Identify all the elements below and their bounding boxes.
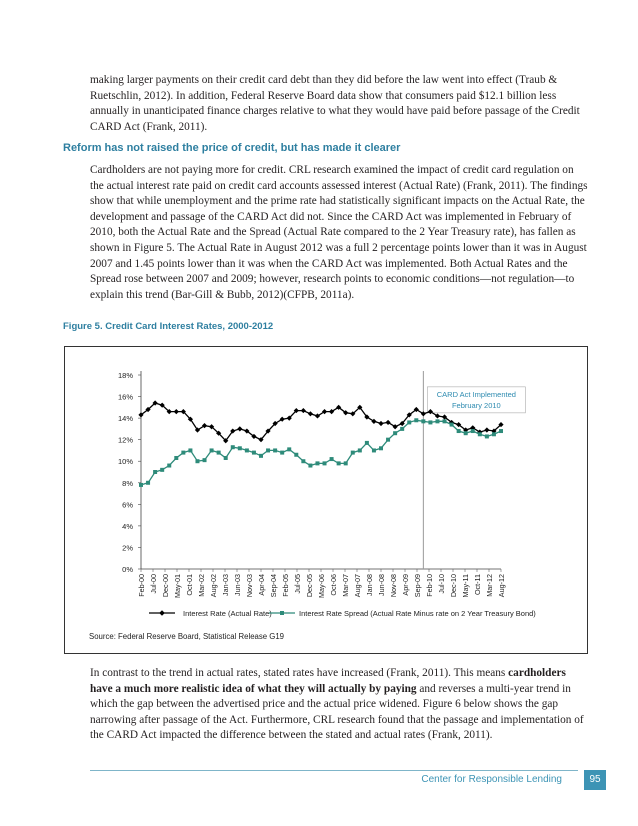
data-point-spread <box>386 438 390 442</box>
data-point-actual-rate <box>308 411 313 416</box>
x-tick-label: Jul-10 <box>437 574 446 594</box>
x-tick-label: Jan-08 <box>365 574 374 596</box>
chart-source: Source: Federal Reserve Board, Statistical Release G19 <box>89 632 285 641</box>
x-tick-label: Mar-02 <box>197 574 206 597</box>
x-tick-label: Mar-07 <box>341 574 350 597</box>
data-point-spread <box>315 461 319 465</box>
y-tick-label: 4% <box>122 521 133 531</box>
x-tick-label: Jul-05 <box>293 574 302 594</box>
data-point-spread <box>435 419 439 423</box>
data-point-spread <box>259 454 263 458</box>
x-tick-label: Sep-04 <box>269 574 278 598</box>
data-point-spread <box>167 464 171 468</box>
x-tick-label: May-06 <box>317 574 326 598</box>
closing-text-part1: In contrast to the trend in actual rates, stated rates have increased (Frank, 2011). This means <box>90 667 509 679</box>
footer-divider <box>90 770 578 771</box>
data-point-spread <box>210 448 214 452</box>
data-point-spread <box>273 448 277 452</box>
data-point-spread <box>464 431 468 435</box>
data-point-spread <box>245 448 249 452</box>
data-point-spread <box>238 446 242 450</box>
data-point-spread <box>485 434 489 438</box>
x-tick-label: Dec-00 <box>161 574 170 598</box>
legend-label-spread: Interest Rate Spread (Actual Rate Minus rate on 2 Year Treasury Bond) <box>299 609 536 618</box>
x-tick-label: Jun-08 <box>377 574 386 596</box>
data-point-spread <box>266 448 270 452</box>
section-heading: Reform has not raised the price of credit, but has made it clearer <box>63 142 401 154</box>
data-point-spread <box>443 419 447 423</box>
x-tick-label: Aug-02 <box>209 574 218 598</box>
y-tick-label: 8% <box>122 478 133 488</box>
data-point-spread <box>414 418 418 422</box>
data-point-actual-rate <box>378 421 383 426</box>
y-tick-label: 16% <box>117 392 133 402</box>
y-tick-label: 18% <box>117 371 133 380</box>
closing-text-part2: and reverses a multi-year trend in which the gap between the advertised price and the actual price widened. Figure 6 below shows the gap narrowing after passage of the Act. Furthermore, CRL research found that the passage and implementation of the CARD Act impacted the difference between the stated and actual rates (Frank, 2011). <box>90 682 584 742</box>
y-tick-label: 10% <box>117 457 133 467</box>
x-tick-label: Feb-00 <box>137 574 146 597</box>
data-point-actual-rate <box>301 408 306 413</box>
closing-paragraph <box>90 666 590 744</box>
data-point-spread <box>428 420 432 424</box>
data-point-spread <box>351 451 355 455</box>
data-point-spread <box>308 464 312 468</box>
annotation-line2: February 2010 <box>451 400 501 410</box>
data-point-spread <box>153 470 157 474</box>
x-tick-label: Sep-09 <box>413 574 422 598</box>
x-tick-label: Jan-03 <box>221 574 230 596</box>
data-point-spread <box>280 451 284 455</box>
legend-marker-spread <box>280 611 284 615</box>
x-tick-label: Aug-12 <box>497 574 506 598</box>
data-point-spread <box>400 427 404 431</box>
legend-label-actual: Interest Rate (Actual Rate) <box>183 609 272 618</box>
data-point-spread <box>203 458 207 462</box>
data-point-spread <box>188 448 192 452</box>
footer-organization: Center for Responsible Lending <box>421 774 562 785</box>
data-point-spread <box>217 451 221 455</box>
annotation-line1: CARD Act Implemented <box>436 389 516 399</box>
data-point-spread <box>407 420 411 424</box>
data-point-spread <box>195 459 199 463</box>
data-point-spread <box>174 456 178 460</box>
x-tick-label: May-01 <box>173 574 182 598</box>
x-tick-label: Feb-10 <box>425 574 434 597</box>
credit-card-rates-chart <box>65 347 589 655</box>
data-point-actual-rate <box>237 426 242 431</box>
x-tick-label: Dec-10 <box>449 574 458 598</box>
data-point-spread <box>139 483 143 487</box>
x-tick-label: Aug-07 <box>353 574 362 598</box>
data-point-spread <box>372 448 376 452</box>
x-tick-label: Dec-05 <box>305 574 314 598</box>
data-point-spread <box>224 456 228 460</box>
chart-container <box>64 346 588 654</box>
x-tick-label: Apr-09 <box>401 574 410 596</box>
figure-caption: Figure 5. Credit Card Interest Rates, 2000-2012 <box>63 321 274 332</box>
data-point-spread <box>457 429 461 433</box>
legend-marker-actual <box>159 610 165 616</box>
data-point-spread <box>393 431 397 435</box>
data-point-spread <box>379 446 383 450</box>
body-paragraph: Cardholders are not paying more for credit. CRL research examined the impact of credit card regulation on the actual interest rate paid on credit card accounts assessed interest (Actual Rate) (Frank, 2011). The findings show that while unemployment and the prime rate had statistically significant impacts on the Actual Rate, the development and passage of the CARD Act did not. Since the CARD Act was implemented in February of 2010, both the Actual Rate and the Spread (Actual Rate compared to the 2 Year Treasury rate), has fallen as shown in Figure 5. The Actual Rate in August 2012 was a full 2 percentage points lower than it was in August 2007 and 1.45 points lower than it was when the CARD Act was implemented. Both Actual Rates and the Spread rose between 2007 and 2009; however, research points to economic conditions—not regulation—to explain this trend (Bar-Gill & Bubb, 2012)(CFPB, 2011a). <box>90 164 588 301</box>
data-point-actual-rate <box>484 427 489 432</box>
y-tick-label: 0% <box>122 565 133 574</box>
page-number: 95 <box>584 770 606 790</box>
data-point-spread <box>287 447 291 451</box>
data-point-spread <box>252 451 256 455</box>
data-point-spread <box>478 432 482 436</box>
page-footer <box>0 770 638 790</box>
data-point-spread <box>471 429 475 433</box>
x-tick-label: Oct-06 <box>329 574 338 596</box>
x-tick-label: Nov-08 <box>389 574 398 598</box>
x-tick-label: Mar-12 <box>485 574 494 597</box>
data-point-spread <box>301 459 305 463</box>
data-point-spread <box>499 429 503 433</box>
intro-paragraph: making larger payments on their credit card debt than they did before the law went into effect (Traub & Ruetschlin, 2012). In addition, Federal Reserve Board data show that consumers paid $12.1 billion less annually in unanticipated finance charges relative to what they would have paid before passage of the Credit CARD Act (Frank, 2011). <box>90 74 580 133</box>
data-point-spread <box>323 461 327 465</box>
x-tick-label: Jul-00 <box>149 574 158 594</box>
y-tick-label: 12% <box>117 435 133 445</box>
data-point-spread <box>358 448 362 452</box>
data-point-spread <box>450 423 454 427</box>
x-tick-label: Feb-05 <box>281 574 290 597</box>
data-point-spread <box>181 451 185 455</box>
x-tick-label: Oct-01 <box>185 574 194 596</box>
y-tick-label: 2% <box>122 543 133 553</box>
y-tick-label: 6% <box>122 500 133 510</box>
data-point-spread <box>231 445 235 449</box>
data-point-spread <box>294 453 298 457</box>
x-tick-label: Nov-03 <box>245 574 254 598</box>
x-tick-label: Oct-11 <box>473 574 482 596</box>
data-point-spread <box>160 468 164 472</box>
x-tick-label: May-11 <box>461 574 470 598</box>
data-point-spread <box>330 457 334 461</box>
x-tick-label: Jun-03 <box>233 574 242 596</box>
data-point-spread <box>421 419 425 423</box>
closing-text-bold: cardholders have a much more realistic idea of what they will actually by paying <box>90 667 566 695</box>
data-point-spread <box>492 432 496 436</box>
x-tick-label: Apr-04 <box>257 574 266 596</box>
data-point-actual-rate <box>174 409 179 414</box>
data-point-spread <box>344 461 348 465</box>
data-point-spread <box>146 481 150 485</box>
y-tick-label: 14% <box>117 414 133 424</box>
data-point-spread <box>337 461 341 465</box>
data-point-spread <box>365 441 369 445</box>
